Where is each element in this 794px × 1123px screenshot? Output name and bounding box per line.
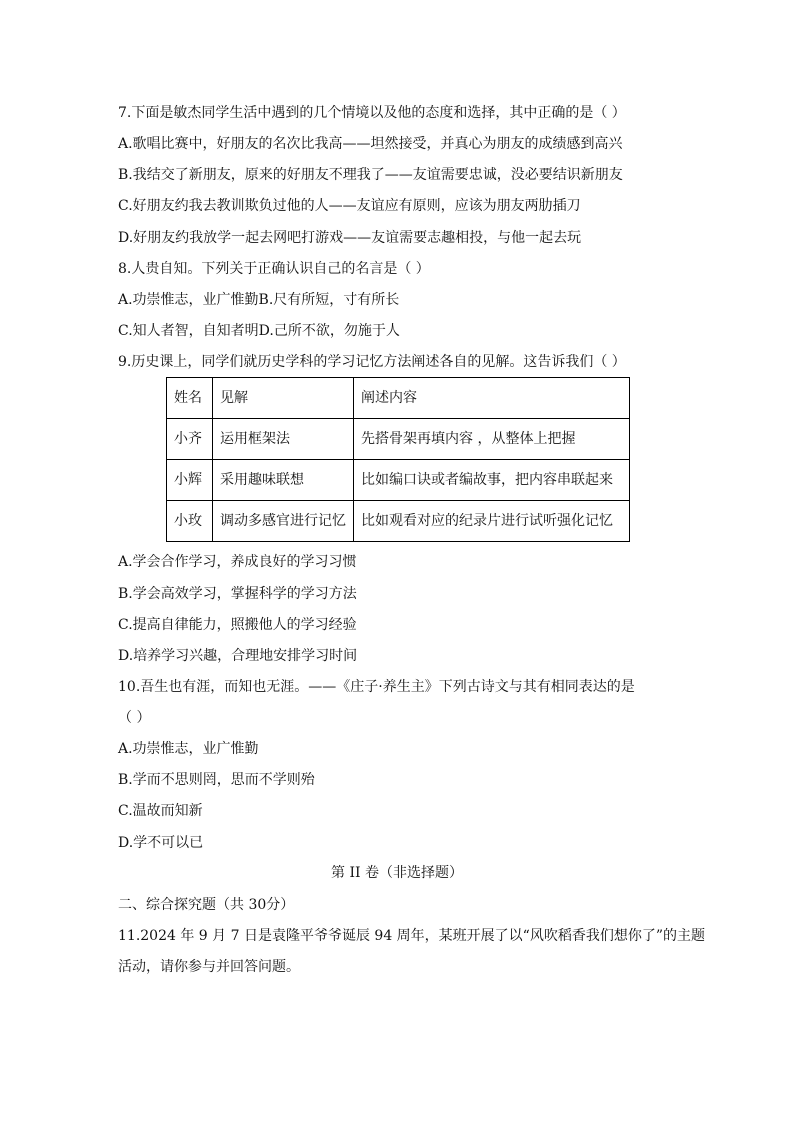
table-header-cell: 见解 (213, 378, 354, 419)
section-title: 二、综合探究题（共 30分） (118, 897, 295, 913)
question-10-stem-answer-paren: （ ） (118, 710, 151, 726)
question-7-option-a: A.歌唱比赛中，好朋友的名次比我高——坦然接受，并真心为朋友的成绩感到高兴 (118, 136, 623, 152)
question-7-option-b: B.我结交了新朋友，原来的好朋友不理我了——友谊需要忠诚，没必要结识新朋友 (118, 167, 623, 183)
question-11-stem-continued: 活动，请你参与并回答问题。 (118, 959, 300, 975)
question-10-option-a: A.功崇惟志，业广惟勤 (118, 741, 259, 757)
table-header-row (167, 378, 630, 419)
question-8-stem: 8.人贵自知。下列关于正确认识自己的名言是（ ） (118, 261, 430, 277)
table-cell: 先搭骨架再填内容 ，从整体上把握 (354, 419, 630, 460)
table-cell: 比如观看对应的纪录片进行试听强化记忆 (354, 501, 630, 542)
question-9-option-c: C.提高自律能力，照搬他人的学习经验 (118, 617, 357, 633)
question-10-stem: 10.吾生也有涯，而知也无涯。——《庄子·养生主》下列古诗文与其有相同表达的是 (118, 679, 635, 695)
table-cell: 调动多感官进行记忆 (213, 501, 354, 542)
question-7-option-c: C.好朋友约我去教训欺负过他的人——友谊应有原则，应该为朋友两肋插刀 (118, 198, 581, 214)
question-9-stem: 9.历史课上，同学们就历史学科的学习记忆方法阐述各自的见解。这告诉我们（ ） (118, 354, 626, 370)
question-10-option-b: B.学而不思则罔，思而不学则殆 (118, 772, 315, 788)
question-8-options-ab: A.功崇惟志，业广惟勤B.尺有所短，寸有所长 (118, 292, 400, 308)
table-row (167, 501, 630, 542)
table-cell: 小齐 (167, 419, 213, 460)
table-cell: 小辉 (167, 460, 213, 501)
question-10-option-c: C.温故而知新 (118, 803, 203, 819)
question-7-option-d: D.好朋友约我放学一起去网吧打游戏——友谊需要志趣相投，与他一起去玩 (118, 230, 582, 246)
table-row (167, 460, 630, 501)
question-8-options-cd: C.知人者智，自知者明D.己所不欲，勿施于人 (118, 323, 400, 339)
table-row (167, 419, 630, 460)
table-header-cell: 姓名 (167, 378, 213, 419)
table-cell: 比如编口诀或者编故事，把内容串联起来 (354, 460, 630, 501)
question-9-option-a: A.学会合作学习，养成良好的学习习惯 (118, 554, 357, 570)
question-9-option-d: D.培养学习兴趣，合理地安排学习时间 (118, 648, 358, 664)
question-9-table (166, 377, 630, 542)
table-header-cell: 阐述内容 (354, 378, 630, 419)
volume-title: 第 II 卷（非选择题） (331, 865, 463, 881)
question-7-stem: 7.下面是敏杰同学生活中遇到的几个情境以及他的态度和选择，其中正确的是（ ） (118, 105, 626, 121)
table-cell: 小玫 (167, 501, 213, 542)
question-11-stem: 11.2024 年 9 月 7 日是袁隆平爷爷诞辰 94 周年，某班开展了以“风吹稻香我们想你了”的主题 (118, 928, 705, 944)
table-cell: 运用框架法 (213, 419, 354, 460)
table-cell: 采用趣味联想 (213, 460, 354, 501)
question-9-option-b: B.学会高效学习，掌握科学的学习方法 (118, 586, 357, 602)
question-10-option-d: D.学不可以已 (118, 835, 204, 851)
